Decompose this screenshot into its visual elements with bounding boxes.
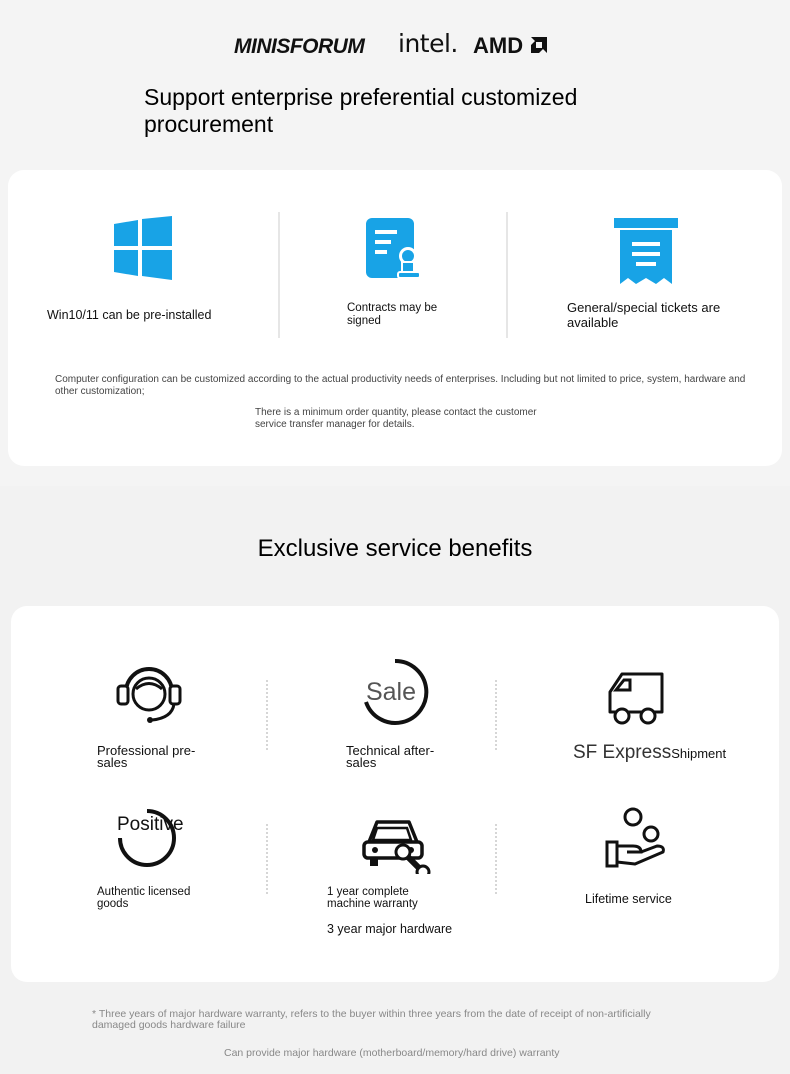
procurement-title: Support enterprise preferential customized procurement [144,84,578,137]
intel-logo: intel. [398,29,458,58]
min-order-note: There is a minimum order quantity, please contact the customer service transfer manager for details. [255,407,537,430]
licensed-label: Authentic licensed goods [97,886,191,910]
sale-ring-icon [361,658,429,726]
car-repair-icon [361,812,431,874]
headset-icon [114,656,184,726]
ticket-icon [614,218,678,284]
ticket-label: General/special tickets are available [567,300,721,330]
warranty-footnote: * Three years of major hardware warranty, refers to the buyer within three years from the date of receipt of non-artificially damaged goods hardware failure [92,1008,651,1031]
minisforum-logo: MINISFORUM [234,35,365,58]
customization-description: Computer configuration can be customized according to the actual productivity needs of enterprises. Including but not limited to price, system, hardware and other customization; [55,374,746,397]
windows-icon [114,216,172,280]
brand-logos [0,28,790,64]
shipping-label [573,742,726,764]
procurement-card [8,170,782,466]
truck-icon [606,670,666,726]
divider [506,212,508,338]
sf-express-text: SF Express [573,742,672,763]
divider [495,680,497,750]
major-hardware-label: 3 year major hardware [327,922,453,936]
positive-text: Positive [117,814,184,835]
divider [495,824,497,894]
shipment-text: Shipment [671,746,727,761]
amd-logo: AMD [473,33,549,59]
hand-service-icon [605,806,667,870]
contract-label: Contracts may be signed [347,302,438,327]
benefits-card [11,606,779,982]
sale-text: Sale [365,678,417,706]
preinstall-label: Win10/11 can be pre-installed [47,308,212,322]
positive-ring-icon [117,808,184,868]
lifetime-label: Lifetime service [585,892,672,906]
presales-label: Professional pre-sales [97,743,196,770]
hardware-footnote: Can provide major hardware (motherboard/memory/hard drive) warranty [224,1047,560,1059]
contract-icon [366,218,426,280]
amd-arrow-icon [529,35,549,55]
divider [278,212,280,338]
divider [266,824,268,894]
divider [266,680,268,750]
aftersales-label: Technical after-sales [346,743,435,770]
benefits-title: Exclusive service benefits [257,535,533,562]
warranty-label: 1 year complete machine warranty [327,886,418,910]
